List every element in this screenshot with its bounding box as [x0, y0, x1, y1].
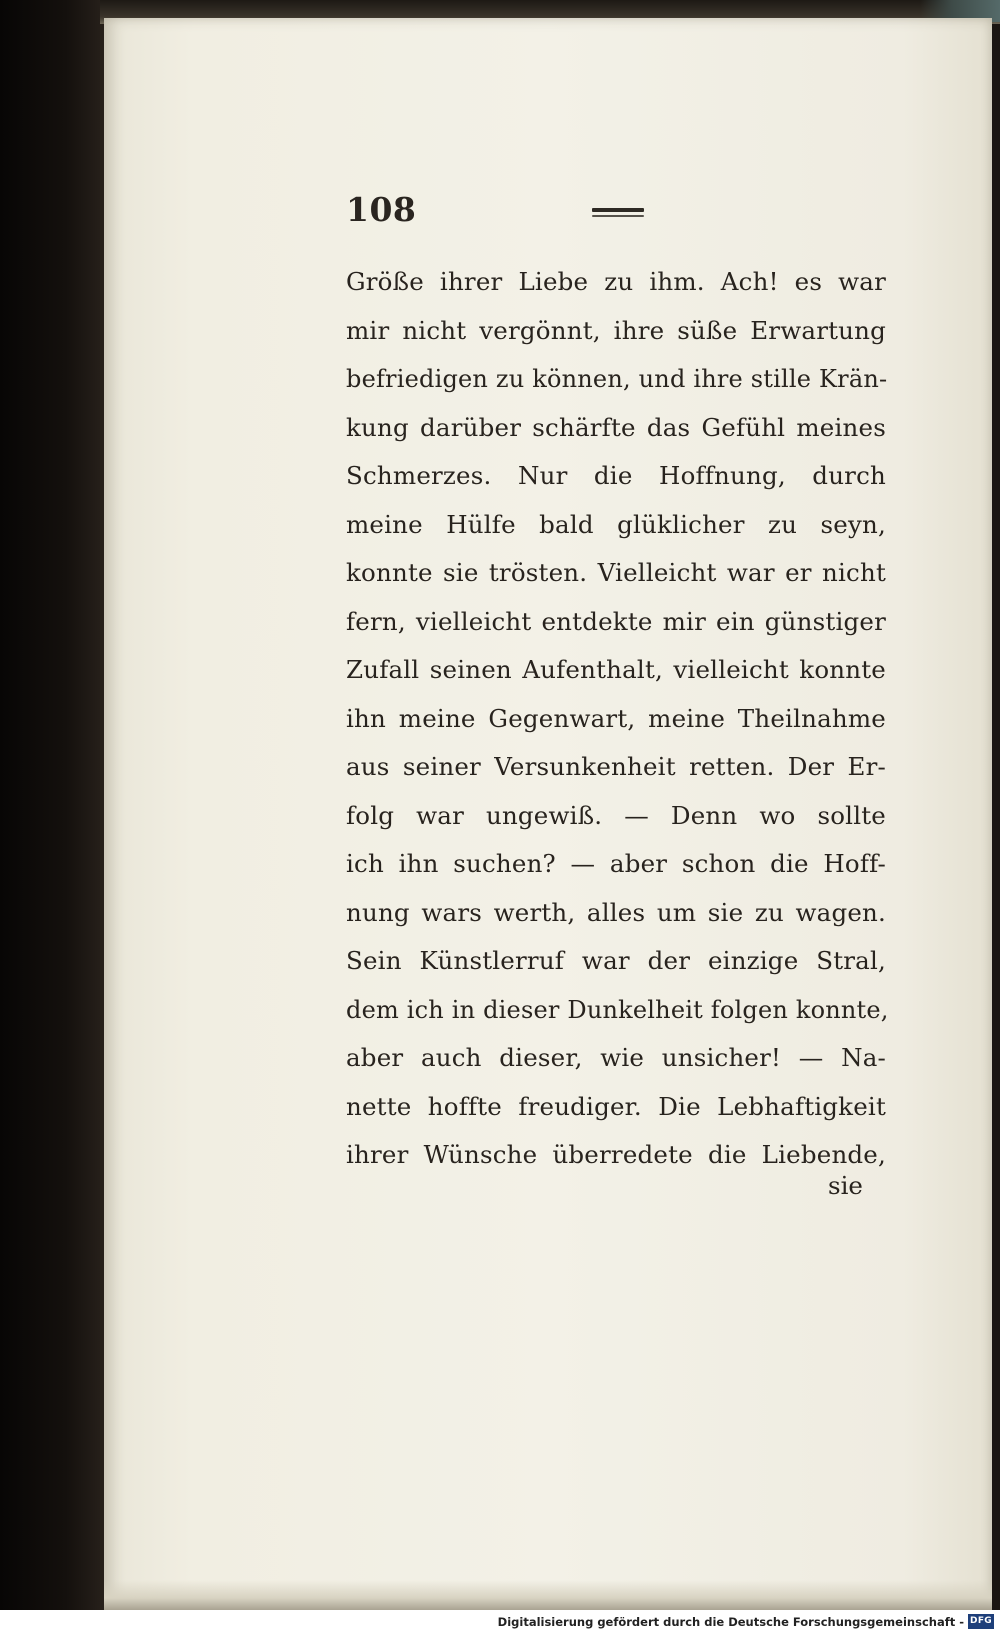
text-line: konnte sie trösten. Vielleicht war er nicht — [346, 558, 886, 587]
catchword: sie — [828, 1171, 863, 1200]
text-line: meine Hülfe bald glüklicher zu seyn, — [346, 509, 886, 539]
text-line: Zufall seinen Aufenthalt, vielleicht konnte — [346, 655, 886, 684]
text-line: nette hoffte freudiger. Die Lebhaftigkeit — [346, 1091, 886, 1121]
text-line: befriedigen zu können, und ihre stille Krän- — [346, 365, 888, 393]
text-line: folg war ungewiß. — Denn wo sollte — [346, 800, 886, 830]
text-line: Größe ihrer Liebe zu ihm. Ach! es war — [346, 267, 886, 296]
page-bottom-edge — [104, 1580, 992, 1610]
text-line: dem ich in dieser Dunkelheit folgen konnte, — [346, 995, 889, 1024]
dfg-logo: DFG — [968, 1614, 994, 1629]
page-header — [346, 190, 886, 240]
text-line: kung darüber schärfte das Gefühl meines — [346, 412, 886, 442]
binding-shadow — [0, 0, 110, 1610]
text-line: mir nicht vergönnt, ihre süße Erwartung — [346, 315, 886, 345]
header-rule-thin — [592, 215, 644, 217]
text-line: ihrer Wünsche überredete die Liebende, — [346, 1140, 886, 1169]
header-rule — [592, 208, 644, 212]
text-line: Sein Künstlerruf war der einzige Stral, — [346, 946, 886, 975]
text-line: nung wars werth, alles um sie zu wagen. — [346, 897, 886, 927]
text-line: fern, vielleicht entdekte mir ein günstiger — [346, 606, 886, 636]
text-line: aus seiner Versunkenheit retten. Der Er- — [346, 752, 886, 781]
text-line: ihn meine Gegenwart, meine Theilnahme — [346, 703, 886, 733]
page-number: 108 — [346, 190, 417, 229]
body-text — [346, 258, 889, 1180]
text-line: aber auch dieser, wie unsicher! — Na- — [346, 1043, 886, 1072]
text-line: ich ihn suchen? — aber schon die Hoff- — [346, 849, 886, 878]
funding-credit: Digitalisierung gefördert durch die Deutsche Forschungsgemeinschaft - — [497, 1615, 964, 1629]
text-line: Schmerzes. Nur die Hoffnung, durch — [346, 461, 886, 490]
